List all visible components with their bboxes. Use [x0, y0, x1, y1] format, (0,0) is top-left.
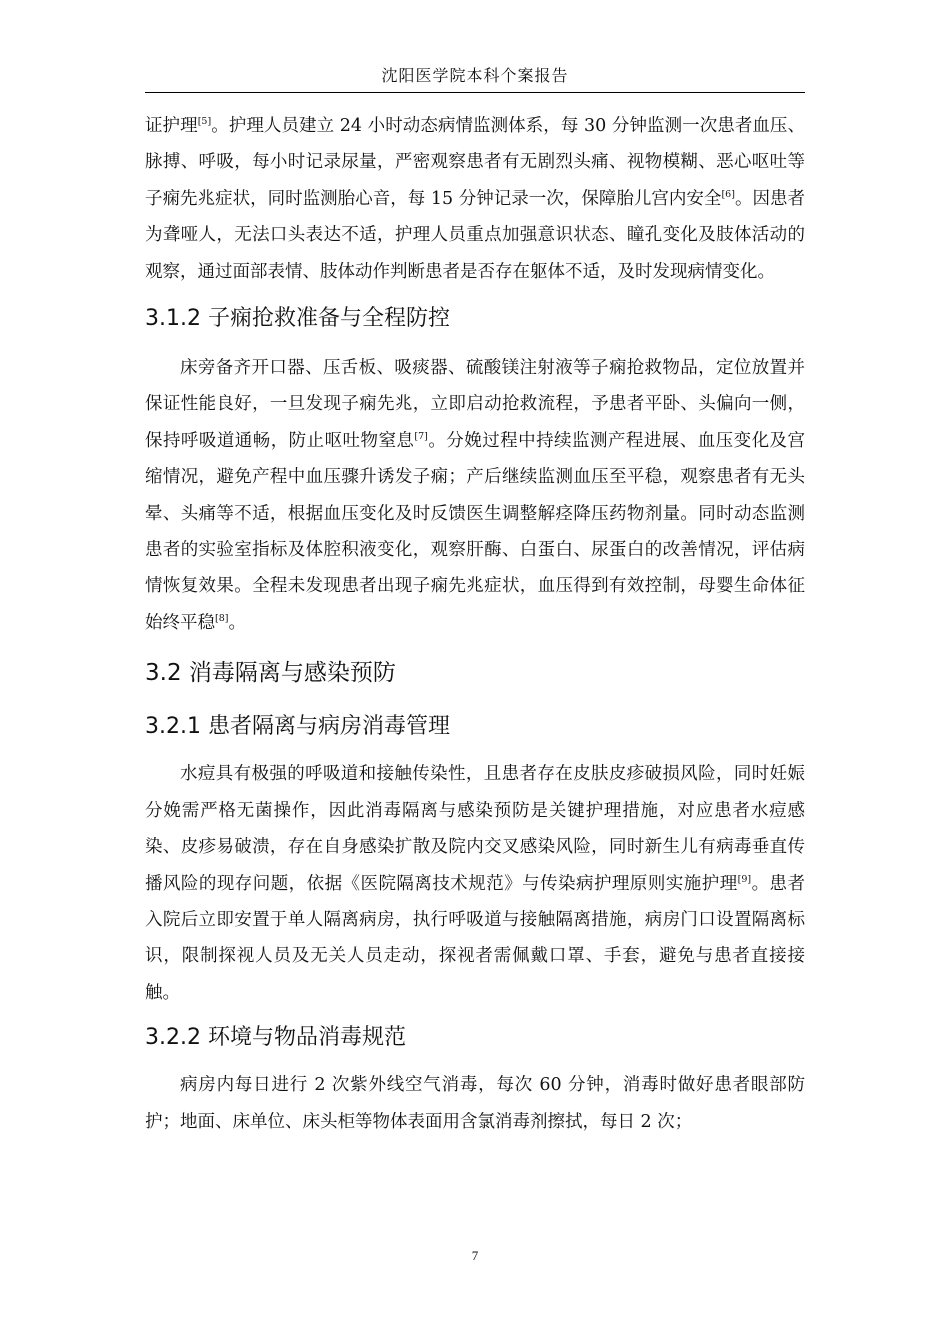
- text-segment: 。护理人员建立 24 小时动态病情监测体系，每 30 分钟监测一次患者血压、脉搏、呼吸，每小时记录尿量，严密观察患者有无剧烈头痛、视物模糊、恶心呕吐等子痫先兆症状，同时监测胎心音，每 15 分钟记录一次，保障胎儿宫内安全: [145, 116, 805, 209]
- section-heading-3-2-2: 3.2.2 环境与物品消毒规范: [145, 1025, 406, 1051]
- text-segment: 。因患者为聋哑人，无法口头表达不适，护理人员重点加强意识状态、瞳孔变化及肢体活动的观察，通过面部表情、肢体动作判断患者是否存在躯体不适，及时发现病情变化。: [145, 188, 805, 282]
- text-segment: 水痘具有极强的呼吸道和接触传染性，且患者存在皮肤皮疹破损风险，同时妊娠分娩需严格无菌操作，因此消毒隔离与感染预防是关键护理措施，对应患者水痘感染、皮疹易破溃，存在自身感染扩散及院内交叉感染风险，同时新生儿有病毒垂直传播风险的现存问题，依据《医院隔离技术规范》与传染病护理原则实施护理: [145, 764, 805, 894]
- paragraph-eclampsia-prep: [145, 350, 805, 641]
- paragraph-isolation: [145, 756, 805, 1011]
- citation-7: [7]: [414, 430, 428, 442]
- text-segment: 。患者入院后立即安置于单人隔离病房，执行呼吸道与接触隔离措施，病房门口设置隔离标识，限制探视人员及无关人员走动，探视者需佩戴口罩、手套，避免与患者直接接触。: [145, 873, 806, 1003]
- body-content: [145, 108, 805, 1140]
- paragraph-disinfection: [145, 1067, 805, 1140]
- text-segment: 。分娩过程中持续监测产程进展、血压变化及宫缩情况，避免产程中血压骤升诱发子痫；产后继续监测血压至平稳，观察患者有无头晕、头痛等不适，根据血压变化及时反馈医生调整解痉降压药物剂量。同时动态监测患者的实验室指标及体腔积液变化，观察肝酶、白蛋白、尿蛋白的改善情况，评估病情恢复效果。全程未发现患者出现子痫先兆症状，血压得到有效控制，母婴生命体征始终平稳: [145, 430, 806, 633]
- paragraph-monitoring: [145, 108, 805, 290]
- citation-9: [9]: [737, 873, 752, 885]
- text-segment: 病房内每日进行 2 次紫外线空气消毒，每次 60 分钟，消毒时做好患者眼部防护；地面、床单位、床头柜等物体表面用含氯消毒剂擦拭，每日 2 次；: [145, 1075, 805, 1132]
- citation-8: [8]: [215, 612, 229, 624]
- section-heading-3-1-2: 3.1.2 子痫抢救准备与全程防控: [145, 306, 450, 332]
- section-heading-3-2: 3.2 消毒隔离与感染预防: [145, 660, 396, 687]
- section-heading-3-2-1: 3.2.1 患者隔离与病房消毒管理: [145, 714, 450, 740]
- header-rule: [145, 92, 805, 93]
- running-header: 沈阳医学院本科个案报告: [381, 66, 569, 85]
- text-segment: 证护理: [145, 116, 198, 136]
- text-segment: 。: [228, 612, 246, 633]
- citation-6: [6]: [721, 188, 735, 200]
- page-number: 7: [471, 1248, 479, 1263]
- text-segment: 床旁备齐开口器、压舌板、吸痰器、硫酸镁注射液等子痫抢救物品，定位放置并保证性能良好，一旦发现子痫先兆，立即启动抢救流程，予患者平卧、头偏向一侧，保持呼吸道通畅，防止呕吐物窒息: [145, 358, 805, 451]
- citation-5: [5]: [197, 116, 212, 127]
